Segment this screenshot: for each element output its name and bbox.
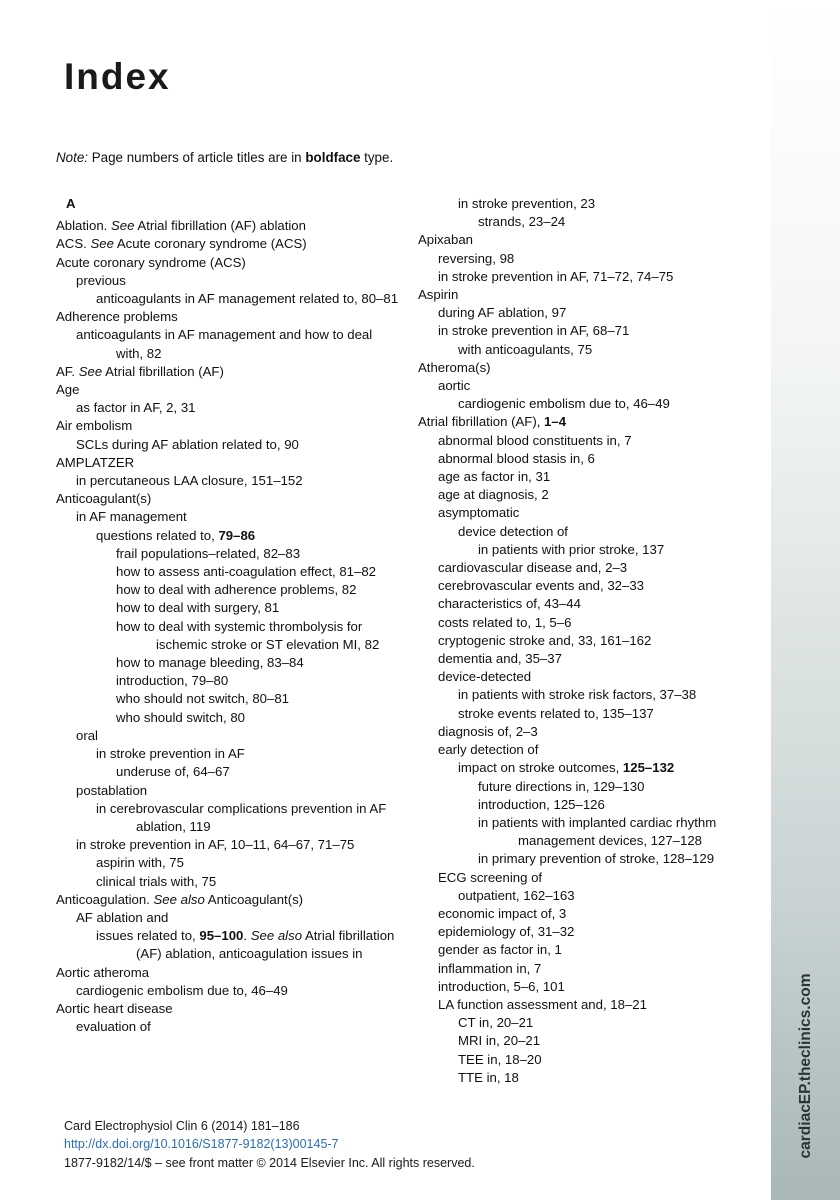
index-entry-text: 95–100 bbox=[199, 928, 244, 944]
index-entry bbox=[418, 413, 763, 431]
index-entry bbox=[418, 359, 763, 377]
index-entry-text: See bbox=[111, 218, 135, 234]
index-entry-text: abnormal blood constituents in, 7 bbox=[438, 432, 632, 448]
index-entry bbox=[418, 1032, 763, 1050]
index-entry-text: anticoagulants in AF management and how to deal with, 82 bbox=[76, 327, 373, 361]
journal-website-label: cardiacEP.theclinics.com bbox=[797, 973, 814, 1159]
index-entry bbox=[56, 873, 401, 891]
index-entry bbox=[56, 581, 401, 599]
index-entry-text: in stroke prevention in AF bbox=[96, 746, 245, 762]
index-entry bbox=[56, 654, 401, 672]
index-entry-text: abnormal blood stasis in, 6 bbox=[438, 450, 595, 466]
index-entry-text: who should not switch, 80–81 bbox=[116, 691, 290, 707]
index-entry-text: in patients with prior stroke, 137 bbox=[478, 541, 665, 557]
index-entry-text: Apixaban bbox=[418, 232, 473, 248]
index-entry-text: frail populations–related, 82–83 bbox=[116, 545, 301, 561]
index-entry bbox=[56, 599, 401, 617]
index-note bbox=[56, 149, 393, 167]
index-entry-text: anticoagulants in AF management related to, 80–81 bbox=[96, 291, 399, 307]
index-entry-text: aortic bbox=[438, 378, 471, 394]
index-entry-text: Aortic heart disease bbox=[56, 1000, 173, 1016]
index-entry bbox=[56, 490, 401, 508]
page-footer bbox=[64, 1117, 475, 1172]
index-entry bbox=[56, 690, 401, 708]
index-entry bbox=[56, 527, 401, 545]
index-entry-text: underuse of, 64–67 bbox=[116, 764, 230, 780]
index-entry-text: Age bbox=[56, 382, 80, 398]
index-entry bbox=[56, 800, 401, 836]
index-entry-text: Ablation. bbox=[56, 218, 111, 234]
index-entry-text: characteristics of, 43–44 bbox=[438, 596, 581, 612]
index-entry bbox=[56, 927, 401, 963]
index-entry bbox=[418, 796, 763, 814]
index-entry-text: in stroke prevention in AF, 71–72, 74–75 bbox=[438, 268, 674, 284]
index-entry-text: impact on stroke outcomes, bbox=[458, 760, 623, 776]
copyright-line: 1877-9182/14/$ – see front matter © 2014 Elsevier Inc. All rights reserved. bbox=[64, 1155, 475, 1170]
index-entry bbox=[418, 996, 763, 1014]
index-entry-text: AMPLATZER bbox=[56, 454, 135, 470]
index-entry-text: age as factor in, 31 bbox=[438, 469, 551, 485]
index-entry bbox=[418, 814, 763, 850]
index-entry-text: See also bbox=[153, 891, 205, 907]
index-entry-text: with anticoagulants, 75 bbox=[458, 341, 593, 357]
index-entry-text: who should switch, 80 bbox=[116, 709, 246, 725]
index-entry-text: during AF ablation, 97 bbox=[438, 305, 567, 321]
index-entry bbox=[418, 395, 763, 413]
index-entry-text: in percutaneous LAA closure, 151–152 bbox=[76, 473, 303, 489]
index-entry-text: Acute coronary syndrome (ACS) bbox=[56, 254, 246, 270]
index-entry-text: epidemiology of, 31–32 bbox=[438, 924, 575, 940]
index-entry bbox=[418, 486, 763, 504]
index-entry bbox=[418, 850, 763, 868]
index-entry-text: Anticoagulant(s) bbox=[56, 491, 152, 507]
index-entry bbox=[56, 290, 401, 308]
index-entry bbox=[418, 1014, 763, 1032]
note-text-1: Page numbers of article titles are in bbox=[88, 150, 306, 165]
index-entry bbox=[56, 1000, 401, 1018]
index-entry-text: clinical trials with, 75 bbox=[96, 873, 217, 889]
index-entry bbox=[56, 709, 401, 727]
index-entry-text: age at diagnosis, 2 bbox=[438, 487, 549, 503]
index-entry-text: A bbox=[66, 196, 76, 211]
index-entry bbox=[418, 450, 763, 468]
index-entry bbox=[418, 705, 763, 723]
index-entry bbox=[418, 195, 763, 213]
index-entry-text: how to manage bleeding, 83–84 bbox=[116, 655, 304, 671]
journal-citation: Card Electrophysiol Clin 6 (2014) 181–186 bbox=[64, 1119, 300, 1133]
index-entry bbox=[418, 504, 763, 522]
index-entry bbox=[56, 563, 401, 581]
index-entry-text: evaluation of bbox=[76, 1019, 151, 1035]
index-entry-text: introduction, 125–126 bbox=[478, 796, 605, 812]
index-entry bbox=[418, 468, 763, 486]
index-entry-text: postablation bbox=[76, 782, 148, 798]
index-entry-text: stroke events related to, 135–137 bbox=[458, 705, 654, 721]
index-entry bbox=[56, 854, 401, 872]
index-entry-text: 79–86 bbox=[218, 527, 256, 543]
index-entry bbox=[418, 887, 763, 905]
index-entry bbox=[418, 723, 763, 741]
index-entry bbox=[418, 341, 763, 359]
index-entry-text: in AF management bbox=[76, 509, 187, 525]
index-entry-text: in cerebrovascular complications prevention in AF ablation, 119 bbox=[96, 800, 387, 834]
index-entry-text: Adherence problems bbox=[56, 309, 178, 325]
index-entry-text: Air embolism bbox=[56, 418, 133, 434]
index-entry-text: cardiogenic embolism due to, 46–49 bbox=[458, 396, 670, 412]
index-entry-text: cardiogenic embolism due to, 46–49 bbox=[76, 982, 288, 998]
index-entry-text: SCLs during AF ablation related to, 90 bbox=[76, 436, 299, 452]
index-entry bbox=[56, 982, 401, 1000]
index-entry bbox=[418, 668, 763, 686]
index-entry-text: oral bbox=[76, 727, 98, 743]
index-entry bbox=[56, 254, 401, 272]
index-entry-text: LA function assessment and, 18–21 bbox=[438, 996, 647, 1012]
index-entry-text: cerebrovascular events and, 32–33 bbox=[438, 578, 645, 594]
index-entry bbox=[56, 363, 401, 381]
doi-link[interactable]: http://dx.doi.org/10.1016/S1877-9182(13)00145-7 bbox=[64, 1137, 339, 1152]
index-entry bbox=[418, 923, 763, 941]
index-entry-text: Anticoagulation. bbox=[56, 891, 154, 907]
index-entry-text: Atheroma(s) bbox=[418, 359, 491, 375]
index-entry bbox=[418, 741, 763, 759]
index-entry-text: TEE in, 18–20 bbox=[458, 1051, 542, 1067]
index-entry bbox=[56, 472, 401, 490]
index-entry-text: in stroke prevention in AF, 10–11, 64–67, 71–75 bbox=[76, 837, 355, 853]
index-entry-text: Atrial fibrillation (AF) ablation, anticoagulation issues in bbox=[136, 928, 395, 962]
index-entry-text: Aortic atheroma bbox=[56, 964, 150, 980]
note-bold-word: boldface bbox=[305, 150, 361, 165]
index-entry bbox=[56, 508, 401, 526]
index-entry bbox=[56, 272, 401, 290]
index-entry bbox=[56, 436, 401, 454]
index-entry bbox=[56, 727, 401, 745]
index-entry bbox=[56, 745, 401, 763]
index-entry-text: introduction, 79–80 bbox=[116, 673, 229, 689]
index-entry-text: CT in, 20–21 bbox=[458, 1015, 534, 1031]
index-entry-text: aspirin with, 75 bbox=[96, 855, 184, 871]
index-entry bbox=[56, 782, 401, 800]
index-entry bbox=[418, 650, 763, 668]
index-entry-text: gender as factor in, 1 bbox=[438, 942, 562, 958]
index-entry-text: device-detected bbox=[438, 669, 532, 685]
index-entry-text: asymptomatic bbox=[438, 505, 520, 521]
index-entry bbox=[418, 268, 763, 286]
index-entry-text: AF. bbox=[56, 363, 79, 379]
index-entry bbox=[418, 286, 763, 304]
index-entry-text: dementia and, 35–37 bbox=[438, 651, 562, 667]
index-entry-text: cardiovascular disease and, 2–3 bbox=[438, 560, 628, 576]
note-lead: Note: bbox=[56, 150, 89, 165]
index-entry-text: how to deal with systemic thrombolysis for ischemic stroke or ST elevation MI, 82 bbox=[116, 618, 380, 652]
index-entry-text: . bbox=[243, 928, 251, 944]
index-entry bbox=[418, 250, 763, 268]
index-entry-text: See bbox=[90, 236, 114, 252]
index-entry bbox=[56, 618, 401, 654]
index-entry-text: ACS. bbox=[56, 236, 91, 252]
index-entry bbox=[418, 614, 763, 632]
index-entry bbox=[418, 213, 763, 231]
index-entry bbox=[418, 632, 763, 650]
index-entry bbox=[56, 909, 401, 927]
index-entry-text: reversing, 98 bbox=[438, 250, 515, 266]
note-text-2: type. bbox=[360, 150, 394, 165]
index-entry-text: economic impact of, 3 bbox=[438, 905, 567, 921]
index-entry bbox=[418, 322, 763, 340]
index-column-right bbox=[418, 195, 763, 1087]
index-entry-text: as factor in AF, 2, 31 bbox=[76, 400, 196, 416]
index-entry bbox=[418, 941, 763, 959]
index-entry bbox=[418, 577, 763, 595]
index-column-left bbox=[56, 195, 401, 1036]
index-entry-text: inflammation in, 7 bbox=[438, 960, 542, 976]
index-entry-text: Anticoagulant(s) bbox=[204, 891, 304, 907]
index-entry bbox=[418, 1069, 763, 1087]
index-entry-text: in patients with stroke risk factors, 37–38 bbox=[458, 687, 697, 703]
index-letter-heading bbox=[56, 195, 401, 213]
index-entry bbox=[418, 595, 763, 613]
index-entry-text: costs related to, 1, 5–6 bbox=[438, 614, 572, 630]
index-entry bbox=[56, 454, 401, 472]
index-entry bbox=[56, 964, 401, 982]
index-entry-text: diagnosis of, 2–3 bbox=[438, 723, 538, 739]
index-entry-text: Atrial fibrillation (AF), bbox=[418, 414, 545, 430]
index-entry-text: in stroke prevention, 23 bbox=[458, 196, 596, 211]
index-entry bbox=[56, 235, 401, 253]
index-entry-text: issues related to, bbox=[96, 928, 200, 944]
index-entry-text: TTE in, 18 bbox=[458, 1069, 519, 1085]
index-entry-text: in patients with implanted cardiac rhythm management devices, 127–128 bbox=[478, 814, 717, 849]
index-entry-text: previous bbox=[76, 272, 126, 288]
index-entry bbox=[418, 759, 763, 777]
index-entry bbox=[418, 978, 763, 996]
index-entry bbox=[418, 559, 763, 577]
index-entry bbox=[56, 763, 401, 781]
index-entry-text: See also bbox=[250, 928, 303, 944]
page-title: Index bbox=[64, 56, 171, 97]
index-entry bbox=[418, 523, 763, 541]
index-entry-text: Acute coronary syndrome (ACS) bbox=[113, 236, 307, 252]
index-entry bbox=[418, 960, 763, 978]
index-entry bbox=[418, 377, 763, 395]
index-entry bbox=[56, 326, 401, 362]
index-entry bbox=[418, 905, 763, 923]
index-entry-text: in primary prevention of stroke, 128–129 bbox=[478, 851, 715, 867]
index-entry-text: Atrial fibrillation (AF) ablation bbox=[134, 218, 306, 234]
index-entry bbox=[56, 399, 401, 417]
index-entry bbox=[56, 891, 401, 909]
index-entry bbox=[418, 304, 763, 322]
index-entry-text: device detection of bbox=[458, 523, 568, 539]
index-entry bbox=[56, 672, 401, 690]
index-entry bbox=[56, 417, 401, 435]
index-entry-text: early detection of bbox=[438, 742, 539, 758]
index-entry-text: AF ablation and bbox=[76, 909, 169, 925]
index-entry-text: 1–4 bbox=[544, 414, 567, 430]
index-entry bbox=[418, 1051, 763, 1069]
index-entry-text: outpatient, 162–163 bbox=[458, 887, 575, 903]
index-entry-text: 125–132 bbox=[622, 760, 675, 776]
index-entry-text: MRI in, 20–21 bbox=[458, 1033, 541, 1049]
index-entry-text: questions related to, bbox=[96, 527, 219, 543]
index-entry-text: how to deal with surgery, 81 bbox=[116, 600, 280, 616]
index-entry-text: See bbox=[78, 363, 103, 379]
index-entry-text: introduction, 5–6, 101 bbox=[438, 978, 565, 994]
index-entry bbox=[418, 541, 763, 559]
index-entry bbox=[418, 432, 763, 450]
index-entry bbox=[418, 686, 763, 704]
index-entry-text: ECG screening of bbox=[438, 869, 543, 885]
index-entry-text: cryptogenic stroke and, 33, 161–162 bbox=[438, 632, 652, 648]
index-entry bbox=[56, 545, 401, 563]
index-entry bbox=[56, 1018, 401, 1036]
index-entry-text: Atrial fibrillation (AF) bbox=[102, 363, 224, 379]
index-entry bbox=[418, 869, 763, 887]
index-entry-text: in stroke prevention in AF, 68–71 bbox=[438, 323, 630, 339]
index-entry bbox=[418, 778, 763, 796]
index-entry bbox=[418, 231, 763, 249]
index-entry-text: how to deal with adherence problems, 82 bbox=[116, 582, 357, 598]
index-entry-text: Aspirin bbox=[418, 287, 459, 303]
index-entry bbox=[56, 836, 401, 854]
index-entry-text: strands, 23–24 bbox=[478, 214, 566, 230]
index-entry bbox=[56, 217, 401, 235]
index-entry-text: future directions in, 129–130 bbox=[478, 778, 645, 794]
index-entry bbox=[56, 381, 401, 399]
index-entry-text: how to assess anti-coagulation effect, 81–82 bbox=[116, 564, 377, 580]
index-entry bbox=[56, 308, 401, 326]
